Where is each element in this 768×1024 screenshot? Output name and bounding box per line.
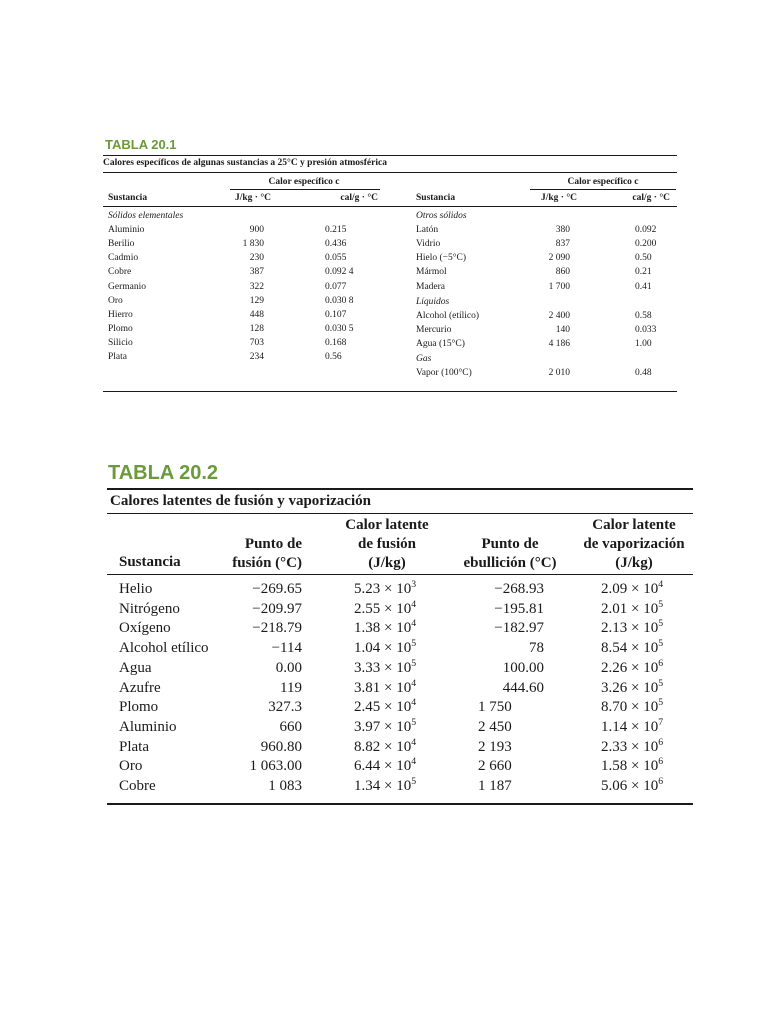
table2-fusion-heat (354, 677, 417, 697)
table1-group-label: Gas (416, 353, 432, 364)
table1-jkg-value: 860 (555, 267, 570, 278)
table2-vap-heat-mantissa: 3.26 × 10 (601, 679, 659, 696)
table2-top-rule (107, 488, 693, 490)
table2-vap-heat-exponent: 6 (658, 736, 664, 748)
table2-boil-point: −182.97 (494, 620, 544, 637)
table1-cal-value: 0.58 (635, 310, 652, 321)
table2-vap-heat (601, 699, 663, 716)
table1-col-cal-left: cal/g · °C (340, 193, 378, 203)
table1-jkg-value: 2 400 (548, 310, 570, 321)
table2-col-fusion-point: Punto de fusión (°C) (232, 536, 302, 571)
table1-cal-value: 0.033 (635, 324, 657, 335)
table1-substance: Cobre (108, 267, 132, 278)
table2-boil-point: 2 660 (478, 758, 512, 775)
table1-cal-value: 0.50 (635, 253, 652, 264)
table2-substance: Alcohol etílico (119, 640, 209, 657)
table1-substance: Hielo (−5°C) (416, 253, 467, 264)
table2-fusion-point: 660 (279, 718, 302, 735)
table1-jkg-value: 837 (555, 239, 570, 250)
table2-fusion-heat-mantissa: 1.38 × 10 (354, 620, 412, 637)
table2-fusion-heat-mantissa: 3.81 × 10 (354, 679, 412, 696)
table2-vap-heat-exponent: 7 (658, 716, 664, 728)
table1-jkg-value: 380 (555, 225, 570, 236)
table2-vap-heat-exponent: 6 (658, 756, 664, 768)
table1-right-group-header: Calor específico c (567, 177, 639, 187)
table1-substance: Silicio (108, 337, 133, 348)
table2-substance: Aluminio (119, 718, 177, 735)
table1-substance: Mármol (416, 267, 447, 278)
table1-col-jkg-left: J/kg · °C (234, 193, 271, 203)
table2-fusion-heat-exponent: 5 (411, 638, 417, 650)
table1-cal-value: 0.030 8 (325, 295, 354, 306)
table1-jkg-value: 322 (249, 281, 264, 292)
table1-substance: Alcohol (etílico) (416, 310, 480, 321)
table2-substance: Nitrógeno (119, 600, 180, 617)
table2-vap-heat-mantissa: 5.06 × 10 (601, 778, 659, 794)
table2-boil-point: −195.81 (494, 600, 544, 617)
table2-vap-heat-mantissa: 2.09 × 10 (601, 581, 659, 597)
table2-fusion-heat-mantissa: 8.82 × 10 (354, 738, 412, 755)
table1-substance: Madera (416, 281, 446, 292)
table1-cal-value: 0.21 (635, 267, 652, 278)
table2-fusion-heat (354, 699, 416, 716)
table1-cal-value: 0.56 (325, 352, 342, 362)
table2-fusion-heat-exponent: 3 (411, 579, 417, 590)
table1-substance: Mercurio (416, 324, 452, 335)
table2-fusion-point: 0.00 (275, 659, 302, 676)
table2-fusion-heat-mantissa: 1.04 × 10 (354, 640, 412, 657)
table2-fusion-heat (354, 778, 416, 795)
table2-header-rule (107, 574, 693, 575)
table2-fusion-heat-mantissa: 2.55 × 10 (354, 600, 412, 617)
table2-caption-rule (107, 513, 693, 514)
table1-right-group-rule (530, 189, 676, 190)
table2-fusion-point: 960.80 (260, 738, 302, 755)
table1-jkg-value: 1 830 (242, 239, 264, 250)
table2-vap-heat-exponent: 6 (658, 776, 664, 787)
table2-boil-point: 2 193 (478, 738, 512, 755)
table1-group-label: Otros sólidos (416, 211, 467, 221)
table2-fusion-heat-exponent: 5 (411, 716, 417, 728)
table1-caption: Calores específicos de algunas sustancias a 25°C y presión atmosférica (103, 158, 387, 168)
table2-fusion-heat (354, 736, 417, 756)
table2-fusion-heat-exponent: 4 (411, 677, 417, 689)
table2-boil-point: 1 750 (478, 699, 512, 716)
table2-fusion-heat-exponent: 4 (411, 736, 417, 748)
table1-cal-value: 1.00 (635, 338, 652, 349)
table1-substance: Vidrio (416, 239, 441, 250)
table2-fusion-heat-mantissa: 3.97 × 10 (354, 718, 412, 735)
table2-vap-heat-mantissa: 8.70 × 10 (601, 699, 659, 716)
table2-fusion-heat-mantissa: 1.34 × 10 (354, 778, 412, 794)
table2-fusion-point: −269.65 (252, 581, 302, 597)
table2-vap-heat-exponent: 5 (658, 618, 664, 630)
table2-fusion-heat-mantissa: 2.45 × 10 (354, 699, 412, 716)
table2-col-vap-heat: Calor latente de vaporización (J/kg) (583, 517, 685, 571)
table2-fusion-point: 327.3 (268, 699, 302, 716)
table1-substance: Aluminio (108, 225, 145, 236)
table1-cal-value: 0.41 (635, 281, 652, 292)
table2-fusion-point: 1 083 (268, 778, 302, 794)
table2-vap-heat-exponent: 5 (658, 638, 664, 650)
table1-substance: Vapor (100°C) (416, 367, 472, 378)
table2-bottom-rule (107, 803, 693, 805)
table1-jkg-value: 387 (249, 267, 264, 278)
table2-boil-point: 100.00 (502, 659, 544, 676)
table1-jkg-value: 1 700 (548, 281, 570, 292)
table1-cal-value: 0.055 (325, 253, 347, 264)
table1-group-label: Líquidos (416, 296, 450, 307)
table2-vap-heat-mantissa: 1.58 × 10 (601, 758, 659, 775)
table1-cal-value: 0.200 (635, 239, 657, 250)
table2-fusion-point: −209.97 (252, 600, 302, 617)
table2-substance: Helio (119, 581, 153, 597)
table2-fusion-heat-exponent: 5 (411, 657, 417, 669)
table2-vap-heat-mantissa: 2.13 × 10 (601, 620, 659, 637)
table1-jkg-value: 703 (249, 337, 264, 348)
table2-vap-heat-exponent: 5 (658, 697, 664, 709)
table2-fusion-heat (354, 657, 417, 677)
table2-fusion-point: 119 (280, 679, 302, 696)
table2-caption: Calores latentes de fusión y vaporización (110, 493, 371, 509)
table1-col-sustancia-right: Sustancia (416, 193, 456, 203)
table1-substance: Germanio (108, 281, 146, 292)
table2-col-fusion-heat: Calor latente de fusión (J/kg) (345, 517, 429, 571)
table2-vap-heat-mantissa: 2.01 × 10 (601, 600, 659, 617)
table2-substance: Cobre (119, 778, 156, 794)
table1-jkg-value: 230 (249, 253, 264, 264)
table2-fusion-heat-exponent: 5 (411, 776, 417, 787)
table1-substance: Hierro (108, 309, 133, 320)
table2-vap-heat (601, 581, 663, 598)
table2-vap-heat-mantissa: 2.26 × 10 (601, 659, 659, 676)
table1-col-sustancia-left: Sustancia (108, 193, 148, 203)
table2-fusion-heat (354, 640, 416, 657)
table1-cal-value: 0.030 5 (325, 323, 354, 334)
table1-cal-value: 0.168 (325, 337, 347, 348)
table2-fusion-heat-mantissa: 3.33 × 10 (354, 659, 412, 676)
table1-substance: Oro (108, 295, 123, 306)
table1-col-jkg-right: J/kg · °C (540, 193, 577, 203)
table2-substance: Oxígeno (119, 620, 171, 637)
table2-substance: Azufre (119, 679, 161, 696)
table2-fusion-point: −114 (271, 640, 302, 657)
table2-substance: Plomo (119, 699, 159, 716)
table2-vap-heat-exponent: 5 (658, 677, 664, 689)
table1-cal-value: 0.436 (325, 239, 347, 250)
table2-fusion-heat (354, 581, 416, 598)
table2-fusion-heat-exponent: 4 (411, 598, 417, 610)
table1-cal-value: 0.107 (325, 309, 347, 320)
table1-substance: Latón (416, 225, 439, 236)
table1-cal-value: 0.092 (635, 225, 657, 236)
table2-fusion-heat-exponent: 4 (411, 697, 417, 709)
table2-boil-point: 78 (529, 640, 544, 657)
table1-cal-value: 0.215 (325, 225, 347, 236)
table2-fusion-heat-mantissa: 5.23 × 10 (354, 581, 412, 597)
table1-cal-value: 0.077 (325, 281, 347, 292)
table1-col-cal-right: cal/g · °C (632, 193, 670, 203)
table2-boil-point: 1 187 (478, 778, 512, 794)
table2-fusion-heat-exponent: 4 (411, 618, 417, 630)
table2-fusion-point: −218.79 (252, 620, 302, 637)
table2-vap-heat-mantissa: 8.54 × 10 (601, 640, 659, 657)
table1-substance: Berilio (108, 239, 135, 250)
table1-jkg-value: 129 (249, 295, 264, 306)
table1-header-rule (103, 206, 677, 207)
table1-cal-value: 0.48 (635, 367, 652, 378)
table1-substance: Agua (15°C) (416, 338, 465, 349)
table2-vap-heat-exponent: 6 (658, 657, 664, 669)
table2-substance: Agua (119, 659, 152, 676)
table1-cal-value: 0.092 4 (325, 267, 354, 278)
table2-vap-heat (601, 657, 664, 677)
table1-jkg-value: 900 (249, 225, 264, 236)
table2-vap-heat-exponent: 4 (658, 579, 664, 590)
table1-jkg-value: 140 (555, 324, 570, 335)
table1-left-group-header: Calor específico c (268, 177, 340, 187)
table2-substance: Oro (119, 758, 143, 775)
table2-boil-point: 444.60 (502, 679, 544, 696)
table1-substance: Plata (108, 352, 127, 362)
table2-vap-heat (601, 758, 663, 775)
table2-vap-heat-mantissa: 1.14 × 10 (601, 718, 659, 735)
table2-fusion-heat (354, 716, 417, 736)
table2-vap-heat-exponent: 5 (658, 598, 664, 610)
table1-jkg-value: 234 (249, 352, 264, 362)
table1-tag: TABLA 20.1 (105, 137, 177, 152)
table2-fusion-heat-mantissa: 6.44 × 10 (354, 758, 412, 775)
table1-top-rule (103, 155, 677, 156)
table1-jkg-value: 128 (249, 323, 264, 334)
table1-jkg-value: 2 090 (548, 253, 570, 264)
table2-boil-point: −268.93 (494, 581, 544, 597)
table2-col-boil-point: Punto de ebullición (°C) (463, 536, 557, 571)
table1-jkg-value: 448 (249, 309, 264, 320)
table2-vap-heat (601, 677, 664, 697)
table2-fusion-heat (354, 598, 417, 618)
table2-fusion-heat (354, 758, 416, 775)
table2-substance: Plata (119, 738, 149, 755)
table2-vap-heat-mantissa: 2.33 × 10 (601, 738, 659, 755)
table2-vap-heat (601, 778, 663, 795)
table1-caption-rule (103, 172, 677, 173)
table2-vap-heat (601, 620, 663, 637)
table1-jkg-value: 4 186 (548, 338, 570, 349)
table2-fusion-heat-exponent: 4 (411, 756, 417, 768)
table1-substance: Plomo (108, 323, 133, 334)
table2-fusion-point: 1 063.00 (249, 758, 302, 775)
table1-group-label: Sólidos elementales (108, 211, 184, 221)
table2-tag: TABLA 20.2 (108, 462, 219, 484)
table2-vap-heat (601, 640, 663, 657)
table1-left-group-rule (230, 189, 380, 190)
table2-boil-point: 2 450 (478, 718, 512, 735)
table1-substance: Cadmio (108, 253, 139, 264)
table2-vap-heat (601, 716, 664, 736)
table2-vap-heat (601, 736, 664, 756)
table1-jkg-value: 2 010 (548, 367, 570, 378)
table1-bottom-rule (103, 391, 677, 392)
table2-vap-heat (601, 598, 664, 618)
table2-col-sustancia: Sustancia (119, 554, 181, 570)
table2-fusion-heat (354, 620, 416, 637)
